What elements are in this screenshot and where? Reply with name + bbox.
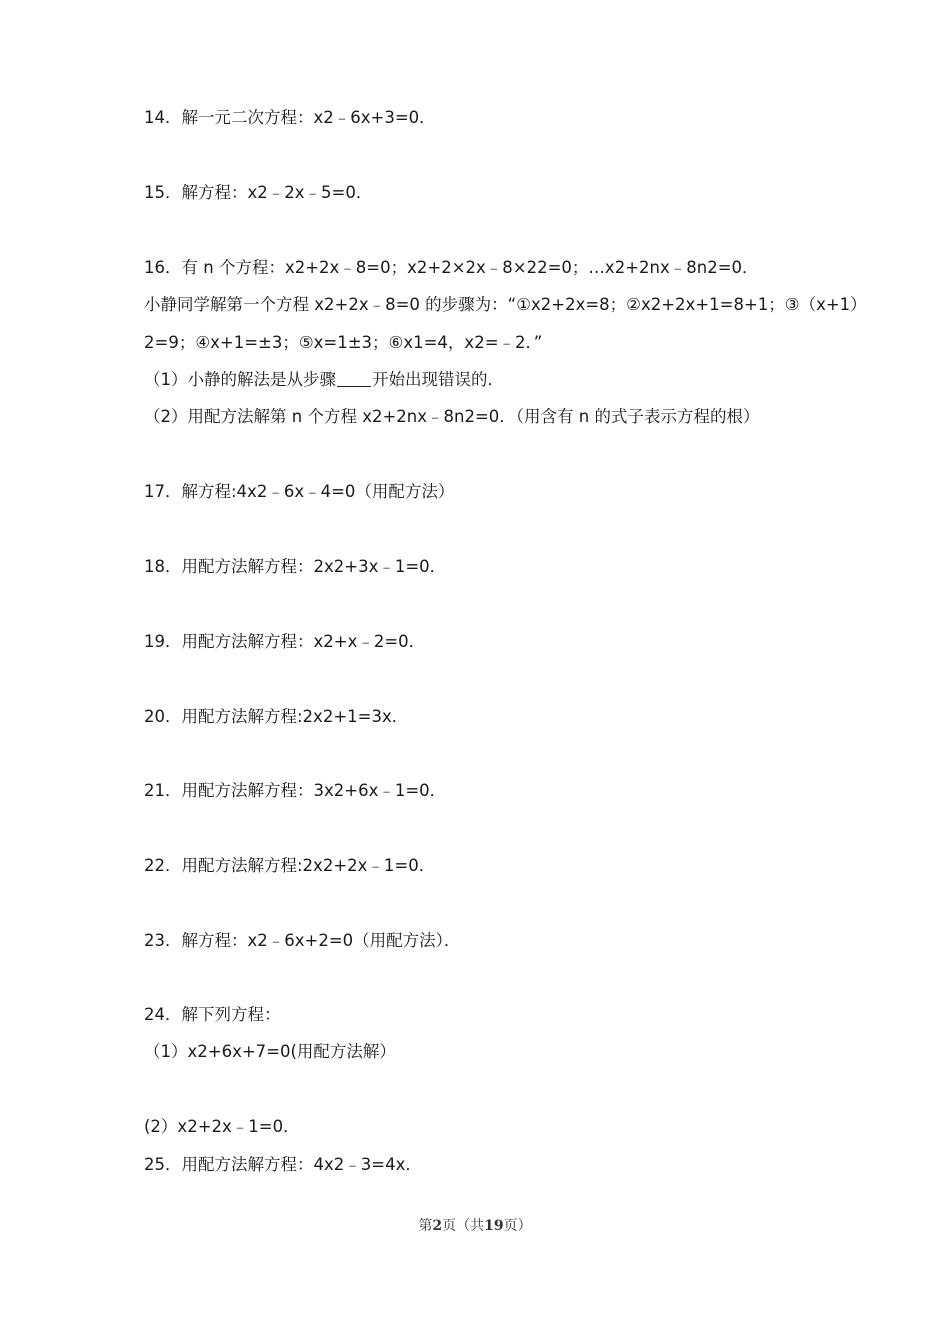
line-23: 23．解方程：x2﹣6x+2=0（用配方法）． xyxy=(144,931,461,950)
line-24-2: (2）x2+2x﹣1=0． xyxy=(144,1117,300,1136)
footer-page-number: 2 xyxy=(432,1218,443,1234)
page-footer xyxy=(0,1215,950,1235)
line-16-3: 2=9；④x+1=±3；⑤x=1±3；⑥x1=4，x2=﹣2．” xyxy=(144,333,543,352)
footer-middle: 页（共 xyxy=(442,1218,485,1234)
line-18: 18．用配方法解方程：2x2+3x﹣1=0． xyxy=(144,557,447,576)
line-20: 20．用配方法解方程:2x2+1=3x． xyxy=(144,707,409,726)
line-24-1: （1）x2+6x+7=0(用配方法解） xyxy=(144,1042,396,1061)
line-15: 15．解方程：x2﹣2x﹣5=0． xyxy=(144,183,373,202)
line-16-2: 小静同学解第一个方程 x2+2x﹣8=0 的步骤为：“①x2+2x=8；②x2+2x+1=8+1；③（x+1） xyxy=(144,295,867,314)
footer-prefix: 第 xyxy=(418,1218,433,1234)
line-21: 21．用配方法解方程：3x2+6x﹣1=0． xyxy=(144,781,447,800)
line-16-q1 xyxy=(144,369,504,391)
line-14: 14．解一元二次方程：x2﹣6x+3=0． xyxy=(144,108,436,127)
answer-blank xyxy=(337,370,371,387)
footer-total-pages: 19 xyxy=(484,1218,504,1234)
q1-text-after: 开始出现错误的． xyxy=(372,370,504,389)
line-24: 24．解下列方程： xyxy=(144,1005,281,1024)
line-22: 22．用配方法解方程:2x2+2x﹣1=0． xyxy=(144,856,436,875)
line-17: 17．解方程:4x2﹣6x﹣4=0（用配方法） xyxy=(144,482,455,501)
line-16-q2: （2）用配方法解第 n 个方程 x2+2nx﹣8n2=0．（用含有 n 的式子表示方程的根） xyxy=(144,407,760,426)
q1-text-before: （1）小静的解法是从步骤 xyxy=(144,370,336,389)
line-16-1: 16．有 n 个方程：x2+2x﹣8=0；x2+2×2x﹣8×22=0；…x2+2nx﹣8n2=0． xyxy=(144,258,759,277)
line-19: 19．用配方法解方程：x2+x﹣2=0． xyxy=(144,632,426,651)
footer-suffix: 页） xyxy=(503,1218,532,1234)
line-25: 25．用配方法解方程：4x2﹣3=4x． xyxy=(144,1155,422,1174)
